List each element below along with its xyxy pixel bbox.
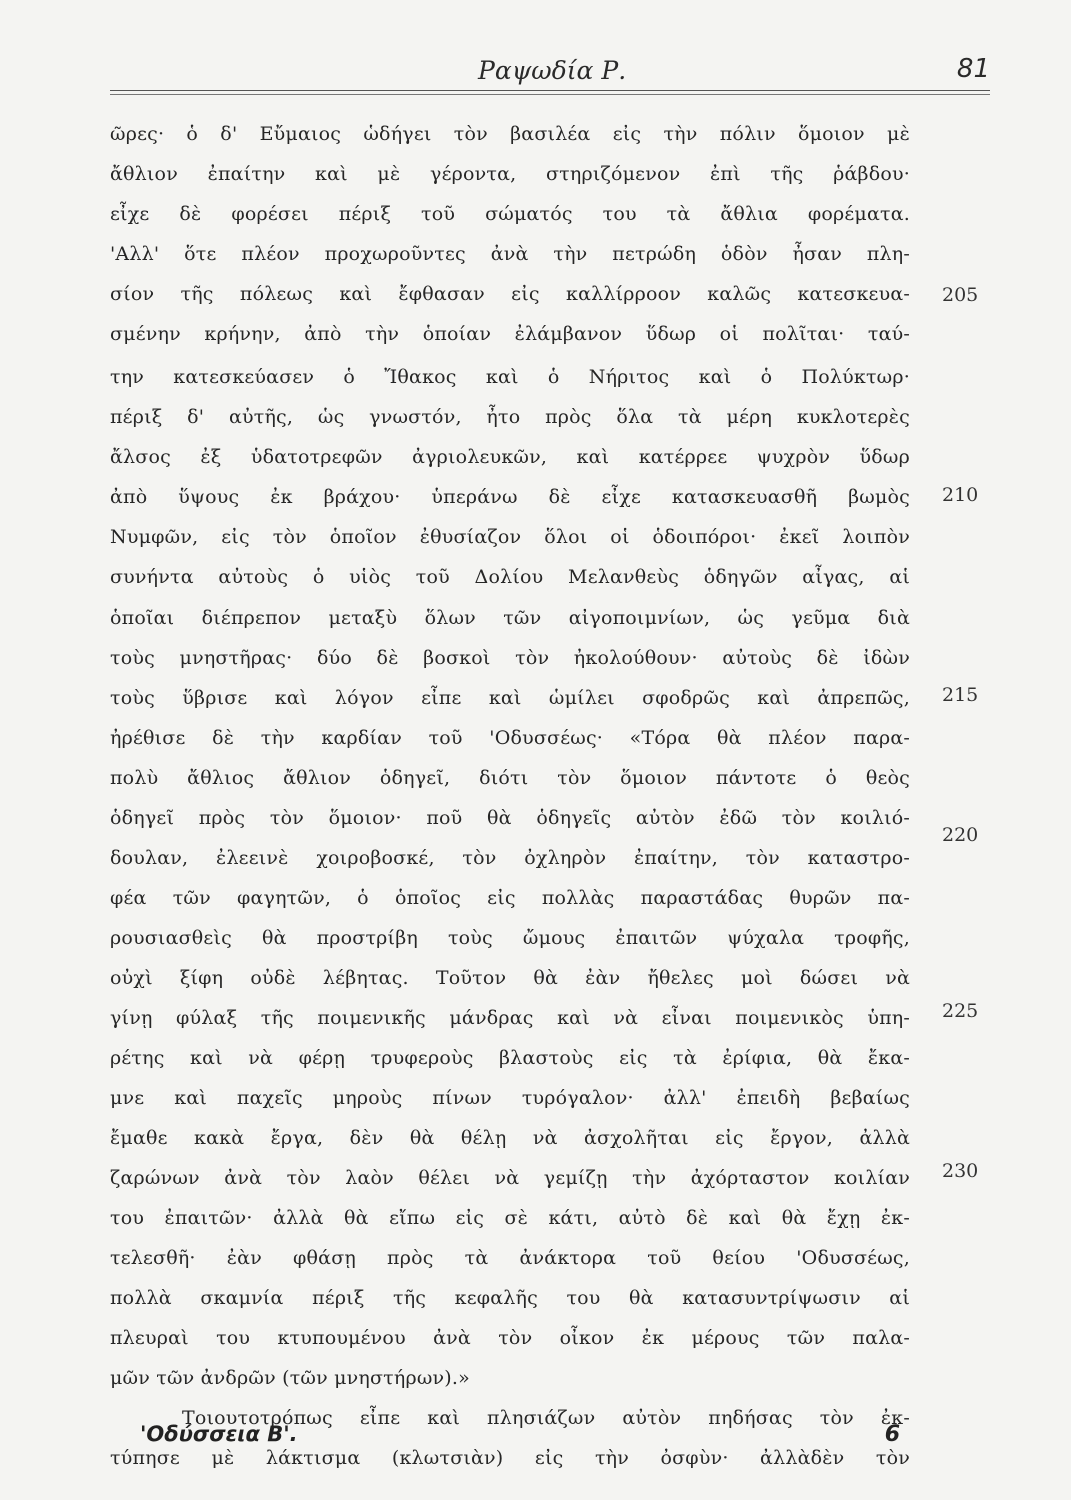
text-line: ἄθλιον ἐπαίτην καὶ μὲ γέροντα, στηριζόμενον ἐπὶ τῆς ῥάβδου· — [110, 163, 910, 185]
line-number-220: 220 — [942, 824, 979, 846]
text-line: σμένην κρήνην, ἀπὸ τὴν ὁποίαν ἐλάμβανον ὕδωρ οἱ πολῖται· ταύ- — [110, 323, 910, 345]
text-line: σίον τῆς πόλεως καὶ ἔφθασαν εἰς καλλίρροον καλῶς κατεσκευα- — [110, 283, 910, 305]
text-line: ρουσιασθεὶς θὰ προστρίβη τοὺς ὤμους ἐπαιτῶν ψύχαλα τροφῆς, — [110, 927, 910, 949]
signature-mark: 'Οδύσσεια Β'. — [140, 1422, 298, 1446]
line-number-230: 230 — [942, 1160, 979, 1182]
text-line: τοὺς μνηστῆρας· δύο δὲ βοσκοὶ τὸν ἠκολούθουν· αὐτοὺς δὲ ἰδὼν — [110, 647, 910, 669]
text-line: φέα τῶν φαγητῶν, ὁ ὁποῖος εἰς πολλὰς παραστάδας θυρῶν πα- — [110, 887, 910, 909]
running-title: Ραψωδία Ρ. — [478, 56, 627, 85]
line-number-225: 225 — [942, 1000, 979, 1022]
text-line: Νυμφῶν, εἰς τὸν ὁποῖον ἐθυσίαζον ὅλοι οἱ ὁδοιπόροι· ἐκεῖ λοιπὸν — [110, 526, 910, 548]
text-line: ἔμαθε κακὰ ἔργα, δὲν θὰ θέλῃ νὰ ἀσχολῆται εἰς ἔργον, ἀλλὰ — [110, 1127, 910, 1149]
page-number: 81 — [956, 54, 990, 84]
line-number-205: 205 — [942, 284, 979, 306]
text-line: ὁδηγεῖ πρὸς τὸν ὅμοιον· ποῦ θὰ ὁδηγεῖς αὐτὸν ἐδῶ τὸν κοιλιό- — [110, 807, 910, 829]
header-rule-secondary — [110, 94, 990, 95]
page-footer — [140, 1422, 900, 1462]
text-line: την κατεσκεύασεν ὁ Ἴθακος καὶ ὁ Νήριτος καὶ ὁ Πολύκτωρ· — [110, 366, 910, 388]
line-number-215: 215 — [942, 684, 979, 706]
text-line: πέριξ δ' αὐτῆς, ὡς γνωστόν, ἦτο πρὸς ὅλα τὰ μέρη κυκλοτερὲς — [110, 406, 910, 428]
text-line: ἠρέθισε δὲ τὴν καρδίαν τοῦ 'Οδυσσέως· «Τόρα θὰ πλέον παρα- — [110, 727, 910, 749]
text-line: μνε καὶ παχεῖς μηροὺς πίνων τυρόγαλον· ἀλλ' ἐπειδὴ βεβαίως — [110, 1087, 910, 1109]
text-line: ὁποῖαι διέπρεπον μεταξὺ ὅλων τῶν αἰγοποιμνίων, ὡς γεῦμα διὰ — [110, 607, 910, 629]
text-line: ρέτης καὶ νὰ φέρῃ τρυφεροὺς βλαστοὺς εἰς τὰ ἐρίφια, θὰ ἔκα- — [110, 1047, 910, 1069]
text-line: μῶν τῶν ἀνδρῶν (τῶν μνηστήρων).» — [110, 1367, 470, 1389]
text-line: δουλαν, ἐλεεινὲ χοιροβοσκέ, τὸν ὀχληρὸν ἐπαίτην, τὸν καταστρο- — [110, 847, 910, 869]
text-line: γίνῃ φύλαξ τῆς ποιμενικῆς μάνδρας καὶ νὰ εἶναι ποιμενικὸς ὑπη- — [110, 1007, 910, 1029]
text-line: συνήντα αὐτοὺς ὁ υἱὸς τοῦ Δολίου Μελανθεὺς ὁδηγῶν αἶγας, αἱ — [110, 566, 910, 588]
text-line: 'Αλλ' ὅτε πλέον προχωροῦντες ἀνὰ τὴν πετρώδη ὁδὸν ἦσαν πλη- — [110, 243, 910, 265]
text-line: οὐχὶ ξίφη οὐδὲ λέβητας. Τοῦτον θὰ ἐὰν ἤθελες μοὶ δώσει νὰ — [110, 967, 910, 989]
text-line: τελεσθῆ· ἐὰν φθάσῃ πρὸς τὰ ἀνάκτορα τοῦ θείου 'Οδυσσέως, — [110, 1247, 910, 1269]
text-line: ῶρες· ὁ δ' Εὔμαιος ὡδήγει τὸν βασιλέα εἰς τὴν πόλιν ὅμοιον μὲ — [110, 123, 910, 145]
text-line: ζαρώνων ἀνὰ τὸν λαὸν θέλει νὰ γεμίζῃ τὴν ἀχόρταστον κοιλίαν — [110, 1167, 910, 1189]
text-line: πλευραὶ του κτυπουμένου ἀνὰ τὸν οἶκον ἐκ μέρους τῶν παλα- — [110, 1327, 910, 1349]
line-number-210: 210 — [942, 484, 979, 506]
header-rule — [110, 90, 990, 91]
text-line: εἶχε δὲ φορέσει πέριξ τοῦ σώματός του τὰ ἄθλια φορέματα. — [110, 203, 910, 225]
text-line: ἀπὸ ὕψους ἐκ βράχου· ὑπεράνω δὲ εἶχε κατασκευασθῆ βωμὸς — [110, 486, 910, 508]
text-line: πολὺ ἄθλιος ἄθλιον ὁδηγεῖ, διότι τὸν ὅμοιον πάντοτε ὁ θεὸς — [110, 767, 910, 789]
text-line: ἄλσος ἐξ ὑδατοτρεφῶν ἀγριολευκῶν, καὶ κατέρρεε ψυχρὸν ὕδωρ — [110, 446, 910, 468]
text-line-paragraph-start: Τοιουτοτρόπως εἶπε καὶ πλησιάζων αὐτὸν πηδήσας τὸν ἐκ- — [182, 1407, 910, 1429]
page-header — [110, 52, 990, 96]
sheet-number: 6 — [884, 1422, 900, 1447]
text-line: τοὺς ὕβρισε καὶ λόγον εἶπε καὶ ὡμίλει σφοδρῶς καὶ ἀπρεπῶς, — [110, 687, 910, 709]
text-line: τύπησε μὲ λάκτισμα (κλωτσιὰν) εἰς τὴν ὀσφὺν· ἀλλὰδὲν τὸν — [110, 1447, 910, 1469]
text-line: πολλὰ σκαμνία πέριξ τῆς κεφαλῆς του θὰ κατασυντρίψωσιν αἱ — [110, 1287, 910, 1309]
text-line: του ἐπαιτῶν· ἀλλὰ θὰ εἴπω εἰς σὲ κάτι, αὐτὸ δὲ καὶ θὰ ἔχῃ ἐκ- — [110, 1207, 910, 1229]
